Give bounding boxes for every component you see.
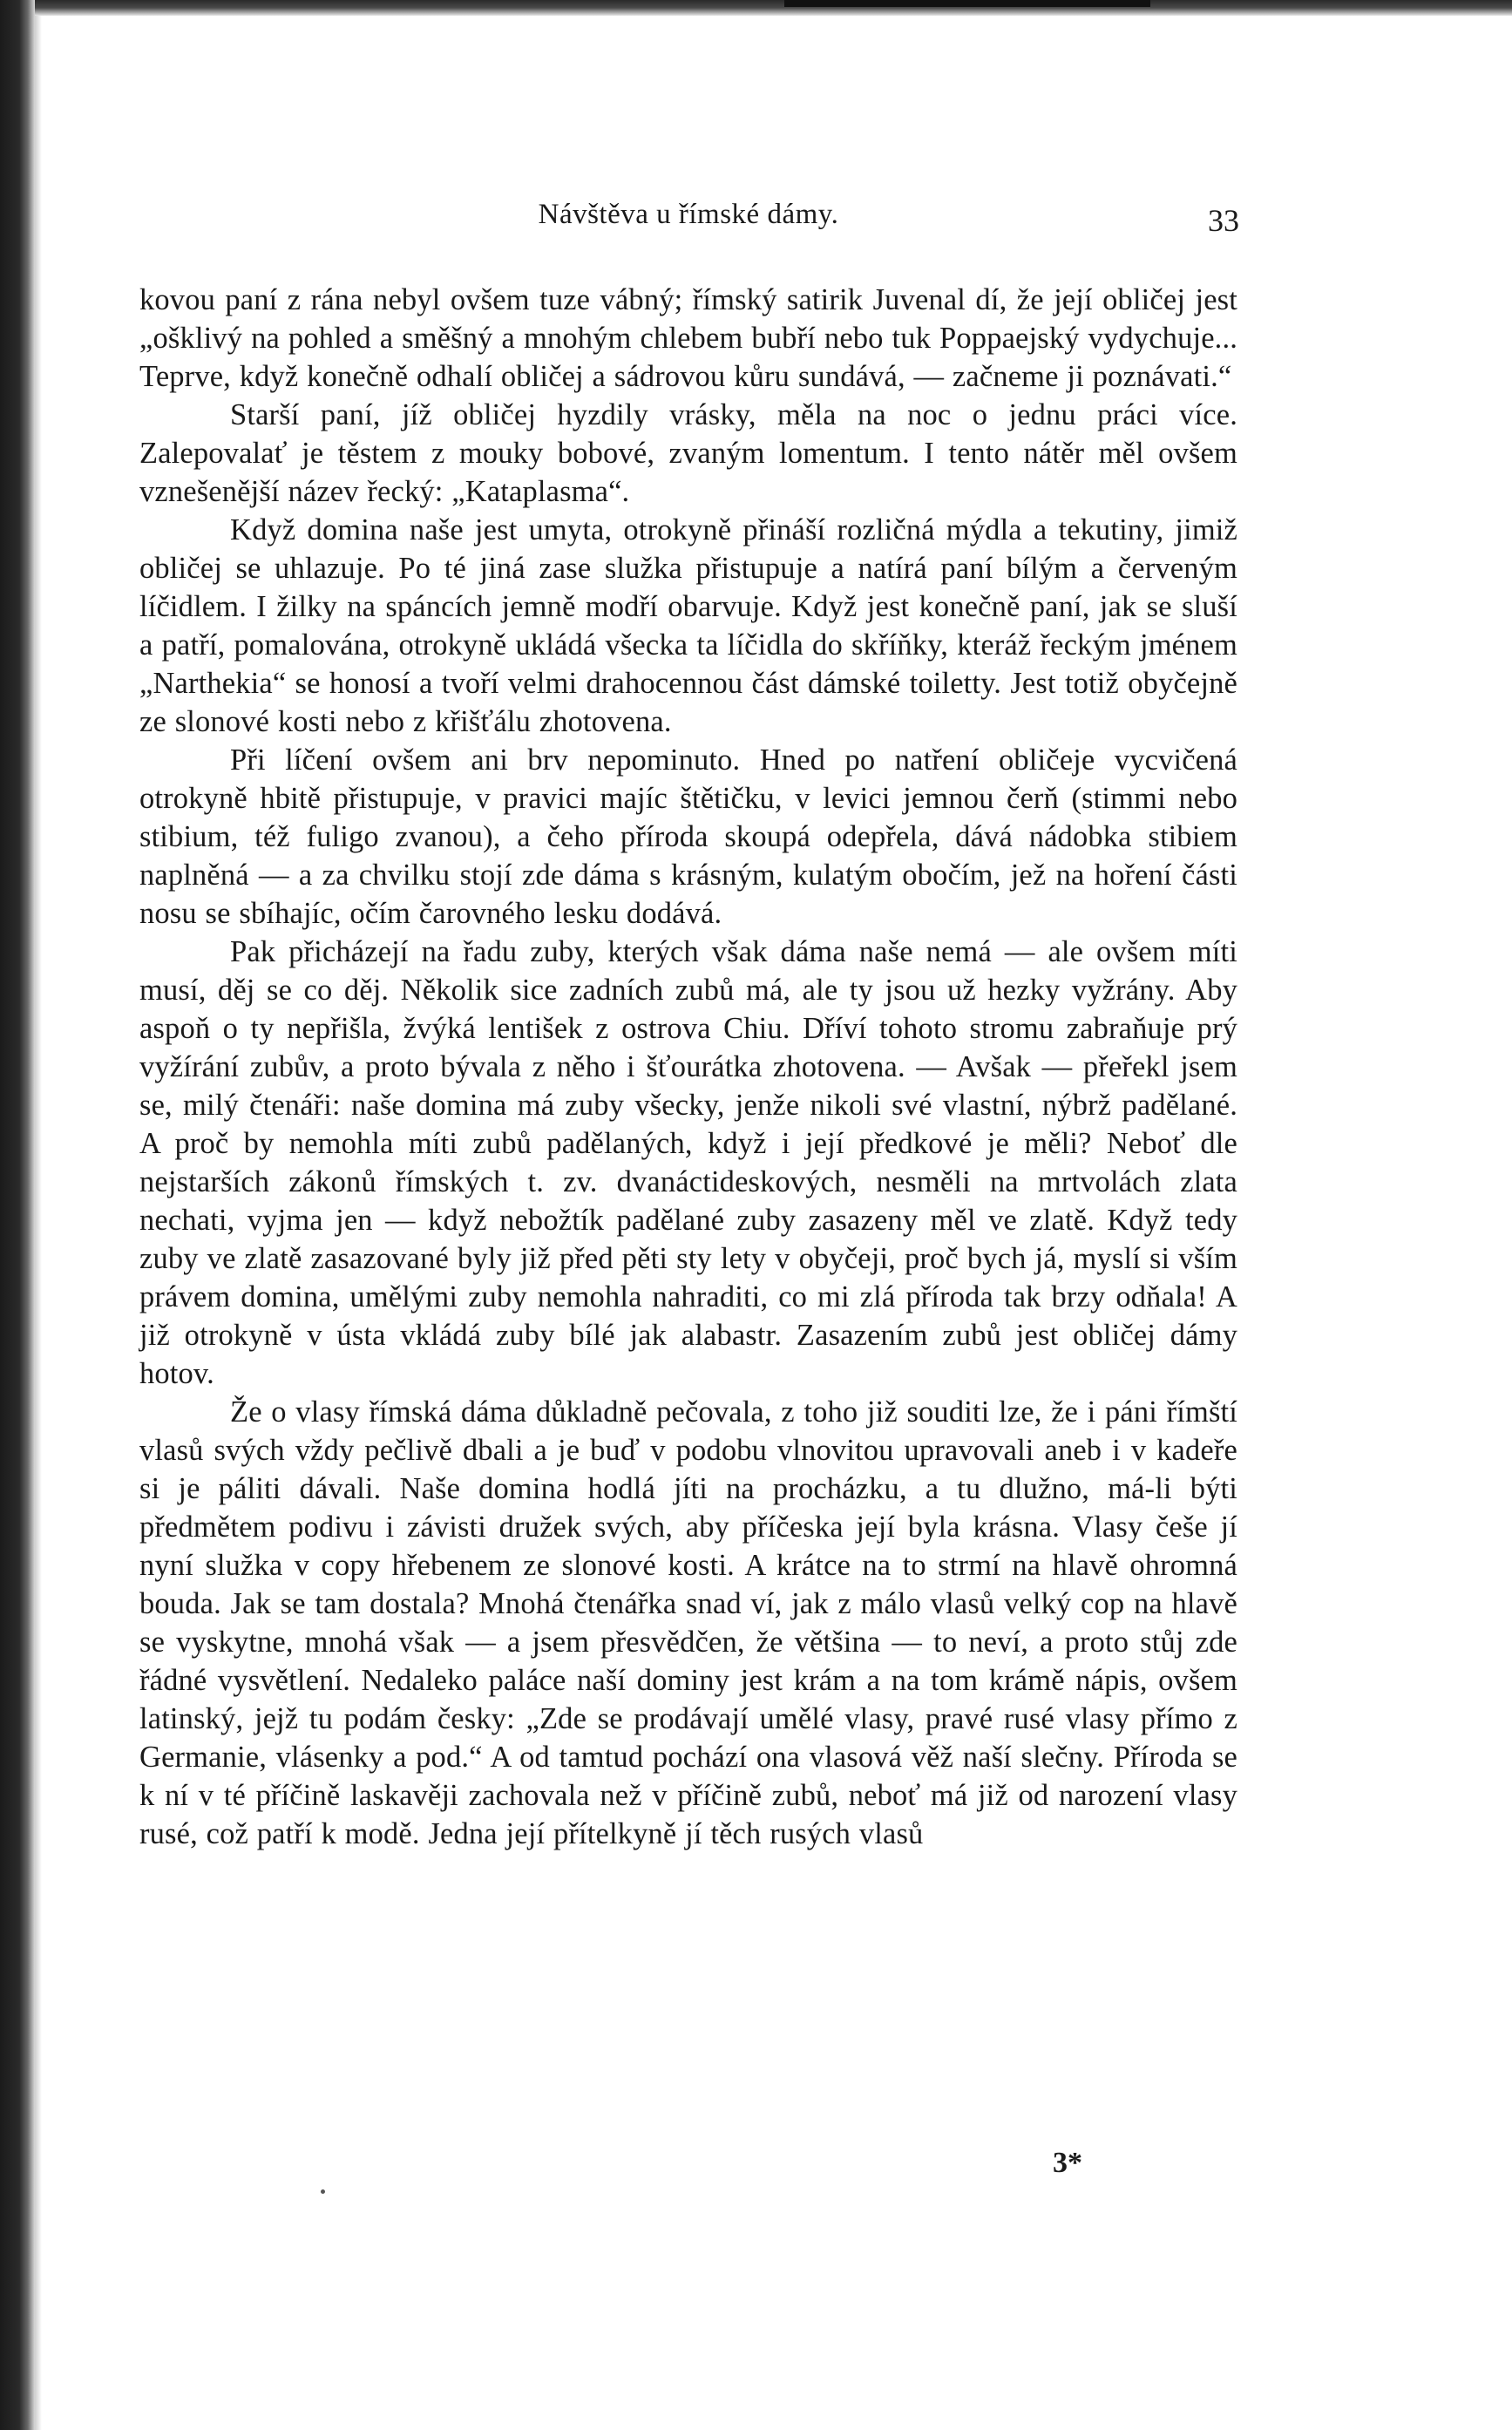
paragraph-2: Starší paní, jíž obličej hyzdily vrásky, měla na noc o jednu práci více. Zalepovalať je těstem z mouky bobové, zvaným lomentum. I tento nátěr měl ovšem vznešenější název řecký: „Kataplasma“. <box>139 398 1237 508</box>
paragraph-4: Při líčení ovšem ani brv nepominuto. Hned po natření obličeje vycvičená otrokyně hbitě přistupuje, v pravici majíc štětičku, v levici jemnou čerň (stimmi nebo stibium, též fuligo zvanou), a čeho příroda skoupá odepřela, dává nádobka stibiem naplněná — a za chvilku stojí zde dáma s krásným, kulatým obočím, jež na hoření části nosu se sbíhajíc, očím čarovného lesku dodává. <box>139 743 1237 930</box>
book-binding-edge <box>0 0 35 2430</box>
paragraph-1: kovou paní z rána nebyl ovšem tuze vábný; římský satirik Juvenal dí, že její obličej jest „ošklivý na pohled a směšný a mnohým chlebem bubří nebo tuk Poppaejský vydychuje... Teprve, když konečně odhalí obličej a sádrovou kůru sundává, — začneme ji poznávati.“ <box>139 283 1237 393</box>
page-top-edge <box>35 0 1512 16</box>
page-gutter-shadow <box>35 16 42 2430</box>
page-top-notch <box>784 0 1150 7</box>
paragraph-6: Že o vlasy římská dáma důkladně pečovala, z toho již souditi lze, že i páni římští vlasů svých vždy pečlivě dbali a je buď v podobu vlnovitou upravovali aneb i v kadeře si je páliti dávali. Naše domina hodlá jíti na procházku, a tu dlužno, má-li býti předmětem podivu i závisti družek svých, aby příčeska její byla krásna. Vlasy češe jí nyní služka v copy hřebenem ze slonové kosti. A krátce na to strmí na hlavě ohromná bouda. Jak se tam dostala? Mnohá čtenářka snad ví, jak z málo vlasů velký cop na hlavě se vyskytne, mnohá však — a jsem přesvědčen, že většina — to neví, a proto stůj zde řádné vysvětlení. Nedaleko paláce naší dominy jest krám a na tom krámě nápis, ovšem latinský, jejž tu podám česky: „Zde se prodávají umělé vlasy, pravé rusé vlasy přímo z Germanie, vlásenky a pod.“ A od tamtud pochází ona vlasová věž naší slečny. Příroda se k ní v té příčině laskavěji zachovala než v příčině zubů, neboť má již od narození vlasy rusé, což patří k modě. Jedna její přítelkyně jí těch rusých vlasů <box>139 1395 1237 1850</box>
page-header <box>139 199 1237 248</box>
running-title: Návštěva u římské dámy. <box>538 199 839 230</box>
paragraph-3: Když domina naše jest umyta, otrokyně přináší rozličná mýdla a tekutiny, jimiž obličej se uhlazuje. Po té jiná zase služka přistupuje a natírá paní bílým a červeným líčidlem. I žilky na spáncích jemně modří obarvuje. Když jest konečně paní, jak se sluší a patří, pomalována, otrokyně ukládá všecka ta líčidla do skříňky, kteráž řeckým jménem „Narthekia“ se honosí a tvoří velmi drahocennou část dámské toiletty. Jest totiž obyčejně ze slonové kosti nebo z křišťálu zhotovena. <box>139 513 1237 738</box>
paragraph-5: Pak přicházejí na řadu zuby, kterých však dáma naše nemá — ale ovšem míti musí, děj se co děj. Několik sice zadních zubů má, ale ty jsou už hezky vyžrány. Aby aspoň o ty nepřišla, žvýká lentišek z ostrova Chiu. Dříví tohoto stromu zabraňuje prý vyžírání zubův, a proto bývala z něho i šťourátka zhotovena. — Avšak — přeřekl jsem se, milý čtenáři: naše domina má zuby všecky, jenže nikoli své vlastní, nýbrž padělané. A proč by nemohla míti zubů padělaných, když i její předkové je měli? Neboť dle nejstarších zákonů římských t. zv. dvanáctideskových, nesměli na mrtvolách zlata nechati, vyjma jen — když nebožtík padělané zuby zasazeny měl ve zlatě. Když tedy zuby ve zlatě zasazované byly již před pěti sty lety v obyčeji, proč bych já, myslí si vším právem domina, umělými zuby nemohla nahraditi, co mi zlá příroda tak brzy odňala! A již otrokyně v ústa vkládá zuby bílé jak alabastr. Zasazením zubů jest obličej dámy hotov. <box>139 935 1237 1390</box>
page-number: 33 <box>1208 203 1239 238</box>
body-text <box>139 281 1237 1853</box>
signature-mark: 3* <box>1053 2147 1082 2179</box>
print-speck <box>321 2189 325 2194</box>
